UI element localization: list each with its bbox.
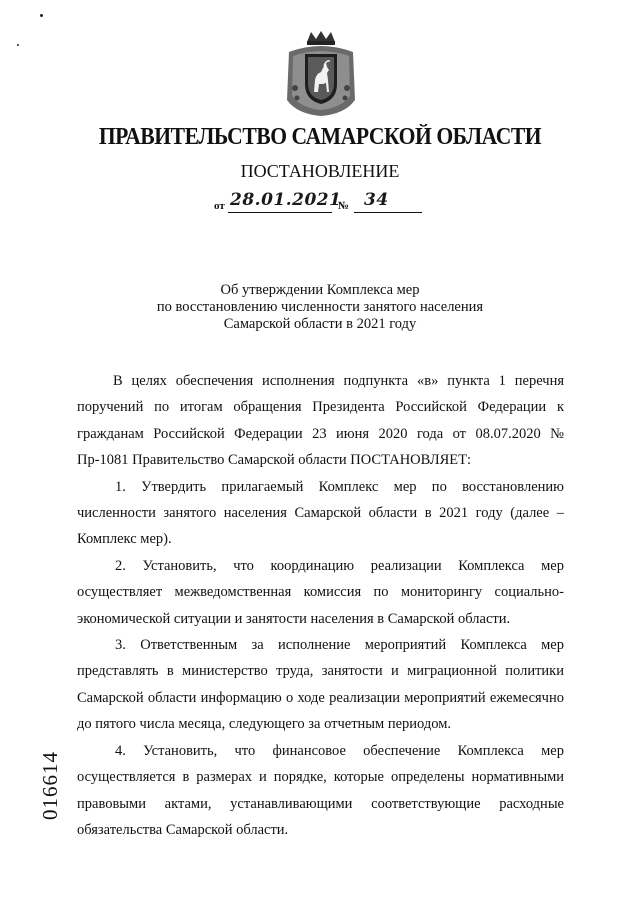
subject-line-2: по восстановлению численности занятого населения bbox=[156, 299, 484, 315]
item-paragraph-1: 1. Утвердить прилагаемый Комплекс мер по восстановлению численности занятого населения Самарской области в 2021 году (далее – Комплекс мер). bbox=[77, 478, 564, 548]
handwritten-number: 34 bbox=[364, 190, 389, 210]
number-prefix: № bbox=[338, 200, 350, 212]
coat-of-arms-icon bbox=[283, 30, 359, 118]
item-paragraph-2: 2. Установить, что координацию реализации Комплекса мер осуществляет межведомственная комиссия по мониторингу социально-экономической ситуации и занятости населения в Самарской области. bbox=[77, 557, 564, 627]
preamble-paragraph: В целях обеспечения исполнения подпункта «в» пункта 1 перечня поручений по итогам обращения Президента Российской Федерации к гражданам Российской Федерации 23 июня 2020 года от 08.07.2020 № Пр-1081 Правительство Самарской области ПОСТАНОВЛЯЕТ: bbox=[77, 373, 564, 469]
subject-line-3: Самарской области в 2021 году bbox=[223, 316, 417, 332]
subject-line-1: Об утверждении Комплекса мер bbox=[220, 282, 420, 298]
number-underline bbox=[354, 212, 422, 213]
item-paragraph-3: 3. Ответственным за исполнение мероприятий Комплекса мер представлять в министерство труда, занятости и миграционной политики Самарской области информацию о ходе реализации мероприятий ежемесячно до пятого числа месяца, следующего за отчетным периодом. bbox=[77, 637, 564, 733]
government-title: ПРАВИТЕЛЬСТВО САМАРСКОЙ ОБЛАСТИ bbox=[98, 124, 542, 150]
scan-speck bbox=[40, 14, 43, 17]
date-number-line bbox=[214, 192, 424, 216]
document-body bbox=[77, 368, 564, 843]
scan-speck bbox=[17, 44, 19, 46]
margin-serial-number: 016614 bbox=[38, 751, 62, 820]
date-underline bbox=[228, 212, 332, 213]
document-subject bbox=[0, 282, 640, 333]
handwritten-date: 28.01.2021 bbox=[230, 190, 342, 210]
item-paragraph-4: 4. Установить, что финансовое обеспечение Комплекса мер осуществляется в размерах и порядке, которые определены нормативными правовыми актами, устанавливающими соответствующие расходные обязательства Самарской области. bbox=[77, 742, 564, 838]
date-prefix: от bbox=[214, 200, 225, 212]
document-type-title: ПОСТАНОВЛЕНИЕ bbox=[240, 161, 400, 181]
